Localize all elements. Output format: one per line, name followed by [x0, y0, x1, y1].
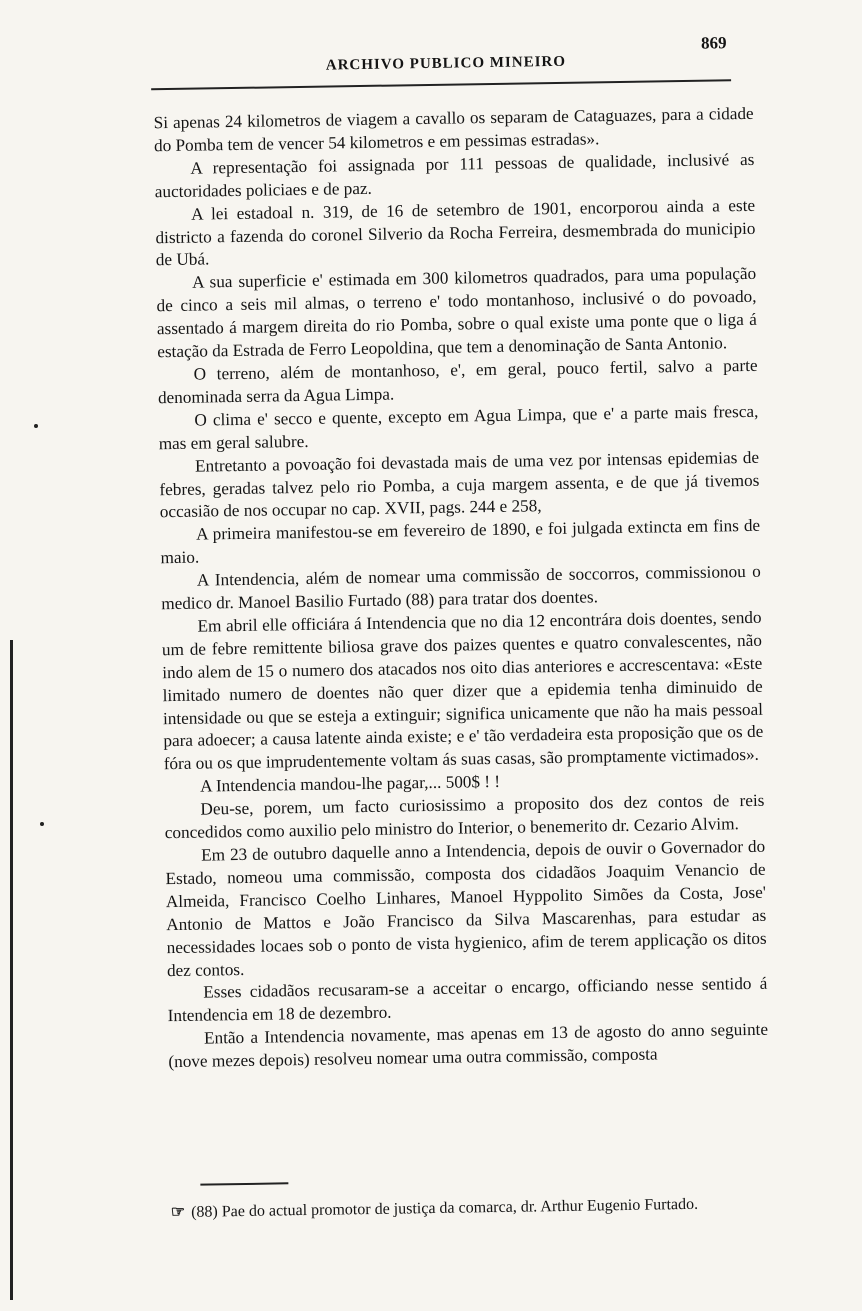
page-number: 869 — [700, 33, 727, 53]
paragraph: A representação foi assignada por 111 pessoas de qualidade, inclusivé as auctoridades policiaes e de paz. — [154, 149, 755, 201]
paragraph: Esses cidadãos recusaram-se a acceitar o encargo, officiando nesse sentido á Intendencia em 18 de dezembro. — [167, 974, 768, 1026]
scan-edge — [0, 640, 13, 1300]
paragraph: A primeira manifestou-se em fevereiro de 1890, e foi julgada extincta em fins de maio. — [160, 516, 761, 568]
paragraph: Si apenas 24 kilometros de viagem a cavallo os separam de Cataguazes, para a cidade do Pomba tem de vencer 54 kilometros e em pessimas estradas». — [153, 103, 754, 156]
paragraph: A Intendencia, além de nomear uma commissão de soccorros, commissionou o medico dr. Manoel Basilio Furtado (88) para tratar dos doentes. — [161, 561, 761, 614]
body-text — [154, 103, 769, 1074]
paragraph: A Intendencia mandou-lhe pagar,... 500$ ! ! — [199, 772, 501, 796]
footnote-rule — [200, 1182, 288, 1185]
paragraph: Em 23 de outubro daquelle anno a Intendencia, depois de ouvir o Governador do Estado, nomeou uma commissão, composta dos cidadãos Joaquim Venancio de Almeida, Francisco Coelho Linhares, Manoel Hyppolito Simões da Costa, Jose' Antonio de Mattos e João Francisco da Silva Mascarenhas, para estudar as necessidades locaes sob o ponto de vista hygienico, afim de terem applicação os ditos dez contos. — [165, 836, 767, 980]
paragraph: Em abril elle officiára á Intendencia que no dia 12 encontrára dois doentes, sendo um de febre remittente biliosa grave dos paizes quentes e quatro convalescentes, não indo alem de 15 o numero dos atacados nos oito dias anteriores e accrescentava: «Este limitado numero de doentes não quer dizer que a epidemia tenha diminuido de intensidade ou que se esteja a extinguir; significa unicamente que não ha mais pessoal para adoecer; a causa latente ainda existe; e e' tão verdadeira esta proposição que os de fóra ou os que imprudentemente voltam ás suas casas, são promptamente victimados». — [161, 607, 764, 774]
paragraph: A lei estadoal n. 319, de 16 de setembro de 1901, encorporou ainda a este districto a fazenda do coronel Silverio da Rocha Ferreira, desmembrada do municipio de Ubá. — [155, 195, 756, 270]
paragraph: O terreno, além de montanhoso, e', em geral, pouco fertil, salvo a parte denominada serra da Agua Limpa. — [157, 355, 758, 408]
pointing-hand-icon: ☞ — [170, 1203, 186, 1222]
paragraph: Entretanto a povoação foi devastada mais de uma vez por intensas epidemias de febres, geradas talvez pelo rio Pomba, a cuja margem assenta, e de que já tivemos occasião de nos occupar no cap. XVII, pags. 244 e 258, — [159, 447, 760, 522]
paragraph: A sua superficie e' estimada em 300 kilometros quadrados, para uma população de cinco a seis mil almas, o terreno e' todo montanhoso, inclusivé o do povoado, assentado á margem direita do rio Pomba, sobre o qual existe uma ponte que o liga á estação da Estrada de Ferro Leopoldina, que tem a denominação de Santa Antonio. — [156, 264, 757, 362]
footnote-text: (88) Pae do actual promotor de justiça da comarca, dr. Arthur Eugenio Furtado. — [191, 1195, 699, 1221]
paragraph: Então a Intendencia novamente, mas apenas em 13 de agosto do anno seguinte (nove mezes depois) resolveu nomear uma outra commissão, composta — [168, 1019, 769, 1072]
running-header — [151, 33, 731, 84]
paragraph: O clima e' secco e quente, excepto em Agua Limpa, que e' a parte mais fresca, mas em geral salubre. — [158, 401, 759, 453]
footnote — [171, 1193, 771, 1223]
header-title: ARCHIVO PUBLICO MINEIRO — [325, 53, 567, 74]
scan-speck — [34, 424, 38, 428]
paragraph: Deu-se, porem, um facto curiosissimo a proposito dos dez contos de reis concedidos como auxilio pelo ministro do Interior, o benemerito dr. Cezario Alvim. — [164, 790, 765, 843]
scan-speck — [40, 822, 44, 826]
